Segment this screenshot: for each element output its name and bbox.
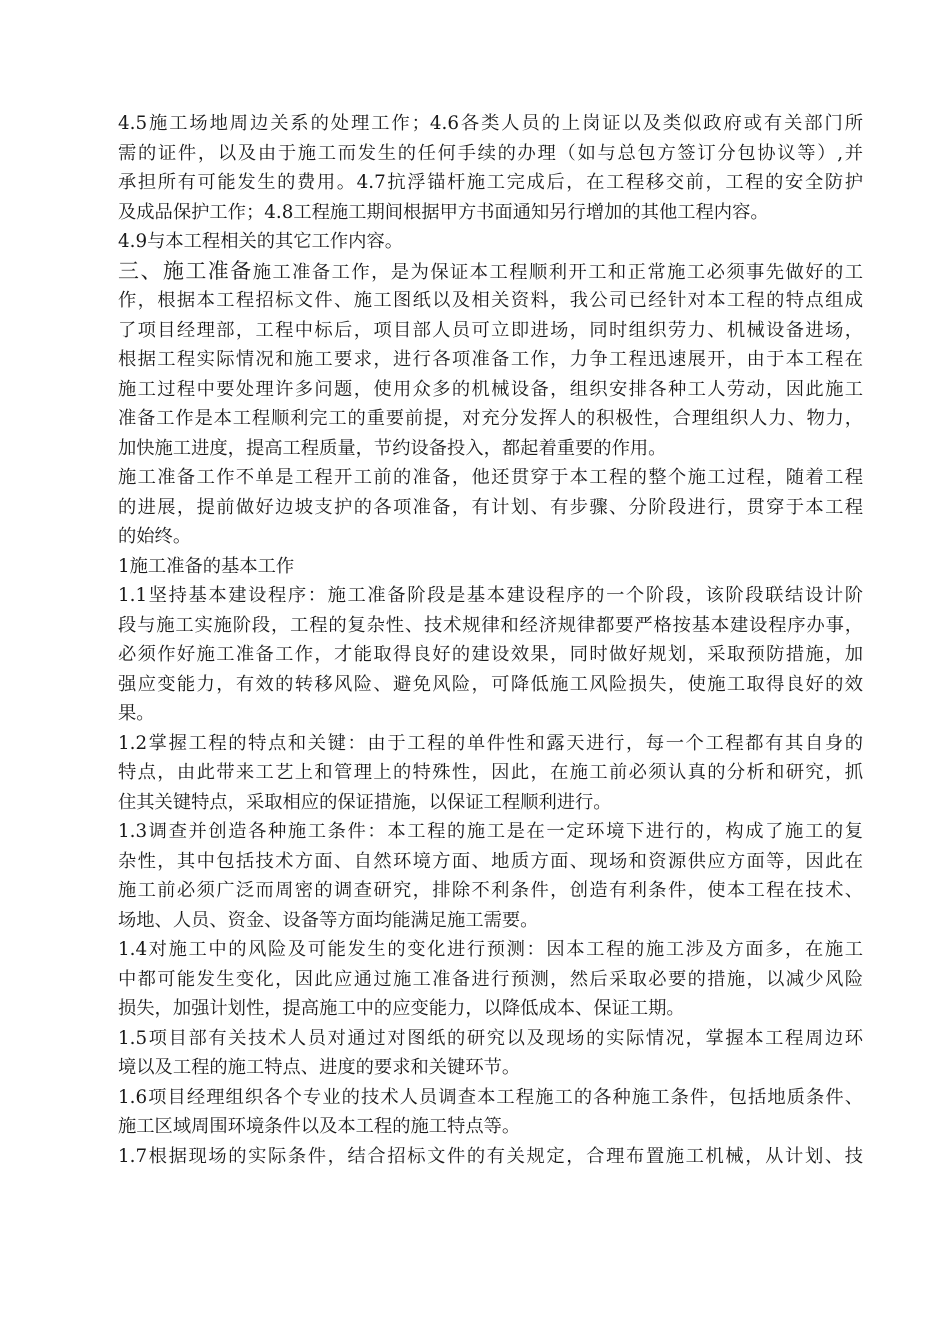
text-line: 施工前必须广泛而周密的调查研究，排除不利条件，创造有利条件，使本工程在技术、 [118, 880, 863, 901]
text-line: 中都可能发生变化，因此应通过施工准备进行预测，然后采取必要的措施，以减少风险 [118, 968, 863, 990]
text-line: 1.6项目经理组织各个专业的技术人员调查本工程施工的各种施工条件，包括地质条件、 [118, 1086, 863, 1108]
section-three [118, 257, 863, 464]
text-line: 住其关键特点，采取相应的保证措施，以保证工程顺利进行。 [118, 791, 612, 813]
paragraph-1-2 [118, 729, 863, 818]
document-body [118, 109, 863, 1171]
text-line: 的始终。 [118, 526, 192, 547]
text-run: 施工准备工作，是为保证本工程顺利开工和正常施工必须事先做好的工 [252, 261, 864, 283]
paragraph-1-5 [118, 1024, 863, 1083]
text-line: 施工准备工作不单是工程开工前的准备，他还贯穿于本工程的整个施工过程，随着工程 [118, 467, 863, 488]
paragraph-1-6 [118, 1083, 863, 1142]
text-line: 1.4对施工中的风险及可能发生的变化进行预测：因本工程的施工涉及方面多，在施工 [118, 939, 863, 960]
text-line: 必须作好施工准备工作，才能取得良好的建设效果，同时做好规划，采取预防措施，加 [118, 644, 863, 665]
text-line: 损失，加强计划性，提高施工中的应变能力，以降低成本、保证工期。 [118, 998, 685, 1019]
text-line: 需的证件，以及由于施工而发生的任何手续的办理（如与总包方签订分包协议等）,并 [118, 142, 863, 164]
text-line: 作，根据本工程招标文件、施工图纸以及相关资料，我公司已经针对本工程的特点组成 [118, 290, 863, 311]
paragraph-4-9 [118, 227, 863, 257]
text-line: 特点，由此带来工艺上和管理上的特殊性，因此，在施工前必须认真的分析和研究，抓 [118, 762, 863, 783]
text-line: 场地、人员、资金、设备等方面均能满足施工需要。 [118, 909, 539, 931]
text-line: 承担所有可能发生的费用。4.7抗浮锚杆施工完成后，在工程移交前，工程的安全防护 [118, 172, 863, 193]
text-line: 1.5项目部有关技术人员对通过对图纸的研究以及现场的实际情况，掌握本工程周边环 [118, 1027, 863, 1049]
text-line: 根据工程实际情况和施工要求，进行各项准备工作，力争工程迅速展开，由于本工程在 [118, 349, 863, 370]
text-line: 加快施工进度，提高工程质量，节约设备投入，都起着重要的作用。 [118, 437, 667, 459]
text-line [118, 257, 863, 287]
paragraph-1-3 [118, 817, 863, 935]
paragraph-preparation [118, 463, 863, 552]
text-line: 施工过程中要处理许多问题，使用众多的机械设备，组织安排各种工人劳动，因此施工 [118, 378, 863, 400]
text-line: 果。 [118, 703, 155, 724]
paragraph-4-5 [118, 109, 863, 227]
text-line: 段与施工实施阶段，工程的复杂性、技术规律和经济规律都要严格按基本建设程序办事， [118, 614, 863, 636]
section-heading: 三、施工准备 [118, 258, 253, 283]
text-line: 施工区域周围环境条件以及本工程的施工特点等。 [118, 1116, 521, 1137]
text-line: 杂性，其中包括技术方面、自然环境方面、地质方面、现场和资源供应方面等，因此在 [118, 850, 863, 872]
text-line: 了项目经理部，工程中标后，项目部人员可立即进场，同时组织劳力、机械设备进场， [118, 319, 863, 341]
text-line: 1.1坚持基本建设程序：施工准备阶段是基本建设程序的一个阶段，该阶段联结设计阶 [118, 585, 863, 606]
text-line: 1.7根据现场的实际条件，结合招标文件的有关规定，合理布置施工机械，从计划、技 [118, 1145, 863, 1167]
text-line: 1施工准备的基本工作 [118, 555, 295, 577]
text-line: 的进展，提前做好边坡支护的各项准备，有计划、有步骤、分阶段进行，贯穿于本工程 [118, 496, 863, 518]
paragraph-1-4 [118, 935, 863, 1024]
text-line: 准备工作是本工程顺利完工的重要前提，对充分发挥人的积极性，合理组织人力、物力， [118, 408, 863, 429]
text-line: 1.3调查并创造各种施工条件：本工程的施工是在一定环境下进行的，构成了施工的复 [118, 821, 863, 842]
text-line: 4.9与本工程相关的其它工作内容。 [118, 231, 404, 252]
paragraph-1-1 [118, 581, 863, 729]
text-line: 及成品保护工作；4.8工程施工期间根据甲方书面通知另行增加的其他工程内容。 [118, 201, 769, 223]
text-line: 强应变能力，有效的转移风险、避免风险，可降低施工风险损失，使施工取得良好的效 [118, 673, 863, 695]
subheading-1 [118, 552, 863, 582]
text-line: 1.2掌握工程的特点和关键：由于工程的单件性和露天进行，每一个工程都有其自身的 [118, 732, 863, 754]
paragraph-1-7 [118, 1142, 863, 1172]
text-line: 境以及工程的施工特点、进度的要求和关键环节。 [118, 1057, 521, 1078]
text-line: 4.5施工场地周边关系的处理工作；4.6各类人员的上岗证以及类似政府或有关部门所 [118, 113, 863, 134]
